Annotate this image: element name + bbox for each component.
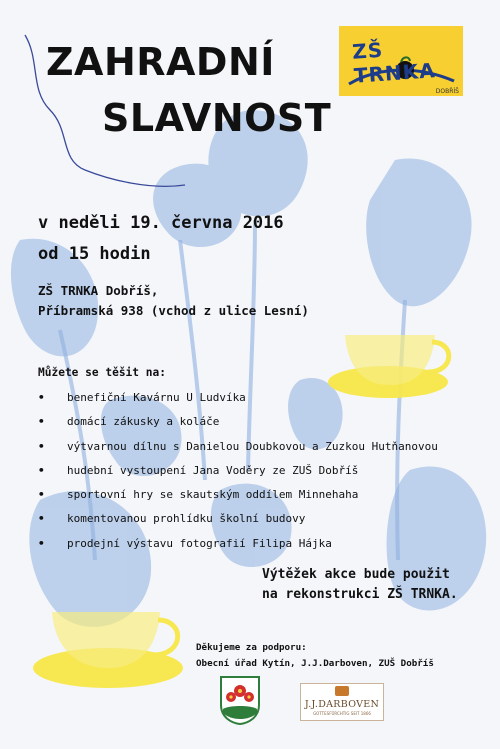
program-item-text: sportovní hry se skautským oddílem Minnehaha: [67, 488, 359, 502]
trnka-logo: [339, 26, 463, 96]
bullet-icon: •: [38, 415, 45, 429]
bullet-icon: •: [38, 463, 45, 477]
program-item-text: domácí zákusky a koláče: [67, 415, 220, 429]
darboven-mark-icon: [335, 686, 349, 696]
proceeds-line-1: Výtěžek akce bude použit: [262, 567, 450, 582]
list-item: [38, 532, 438, 556]
event-title: [46, 34, 331, 146]
list-item: [38, 410, 438, 434]
bullet-icon: •: [38, 391, 45, 404]
list-item: [38, 386, 438, 410]
program-item-text: prodejní výstavu fotografií Filipa Hájka: [67, 536, 332, 550]
venue-line-2: Příbramská 938 (vchod z ulice Lesní): [38, 303, 309, 318]
kytin-crest-icon: [219, 675, 261, 725]
event-venue: [38, 281, 309, 321]
list-item: [38, 435, 438, 459]
list-item: [38, 483, 438, 507]
program-item-text: komentovanou prohlídku školní budovy: [67, 512, 306, 526]
bullet-icon: •: [38, 439, 45, 453]
darboven-name: J.J.DARBOVEN: [304, 699, 380, 710]
proceeds-line-2: na rekonstrukci ZŠ TRNKA.: [262, 587, 458, 602]
program-item-text: benefiční Kavárnu U Ludvíka: [67, 391, 246, 404]
darboven-logo: [300, 683, 384, 721]
program-item-text: hudební vystoupení Jana Voděry ze ZUŠ Dobříš: [67, 463, 359, 477]
proceeds-note: [262, 565, 458, 605]
event-title-line-1: ZAHRADNÍ: [46, 40, 275, 84]
program-list: [38, 386, 438, 556]
venue-line-1: ZŠ TRNKA Dobříš,: [38, 283, 159, 298]
logo-name: ZŠ TRNKA: [351, 37, 437, 88]
program-item-text: výtvarnou dílnu s Danielou Doubkovou a Zuzkou Hutňanovou: [67, 439, 438, 453]
darboven-subtitle: GOTTESFÜRCHTIG SEIT 1866: [313, 711, 371, 716]
teacup-left: [33, 612, 183, 688]
logo-subtitle: DOBŘÍŠ: [435, 88, 459, 95]
bullet-icon: •: [38, 512, 45, 526]
leaf-shape: [366, 158, 471, 306]
bullet-icon: •: [38, 488, 45, 502]
event-title-line-2: SLAVNOST: [102, 96, 332, 140]
event-time: od 15 hodin: [38, 244, 151, 264]
thanks-block: [196, 640, 434, 672]
list-item: [38, 459, 438, 483]
bullet-icon: •: [38, 536, 45, 550]
list-item: [38, 507, 438, 531]
thanks-sponsors: Obecní úřad Kytín, J.J.Darboven, ZUŠ Dobříš: [196, 658, 434, 669]
event-date-block: [38, 208, 284, 270]
thanks-heading: Děkujeme za podporu:: [196, 642, 307, 653]
program-heading: Můžete se těšit na:: [38, 366, 166, 379]
event-date: v neděli 19. června 2016: [38, 213, 284, 233]
